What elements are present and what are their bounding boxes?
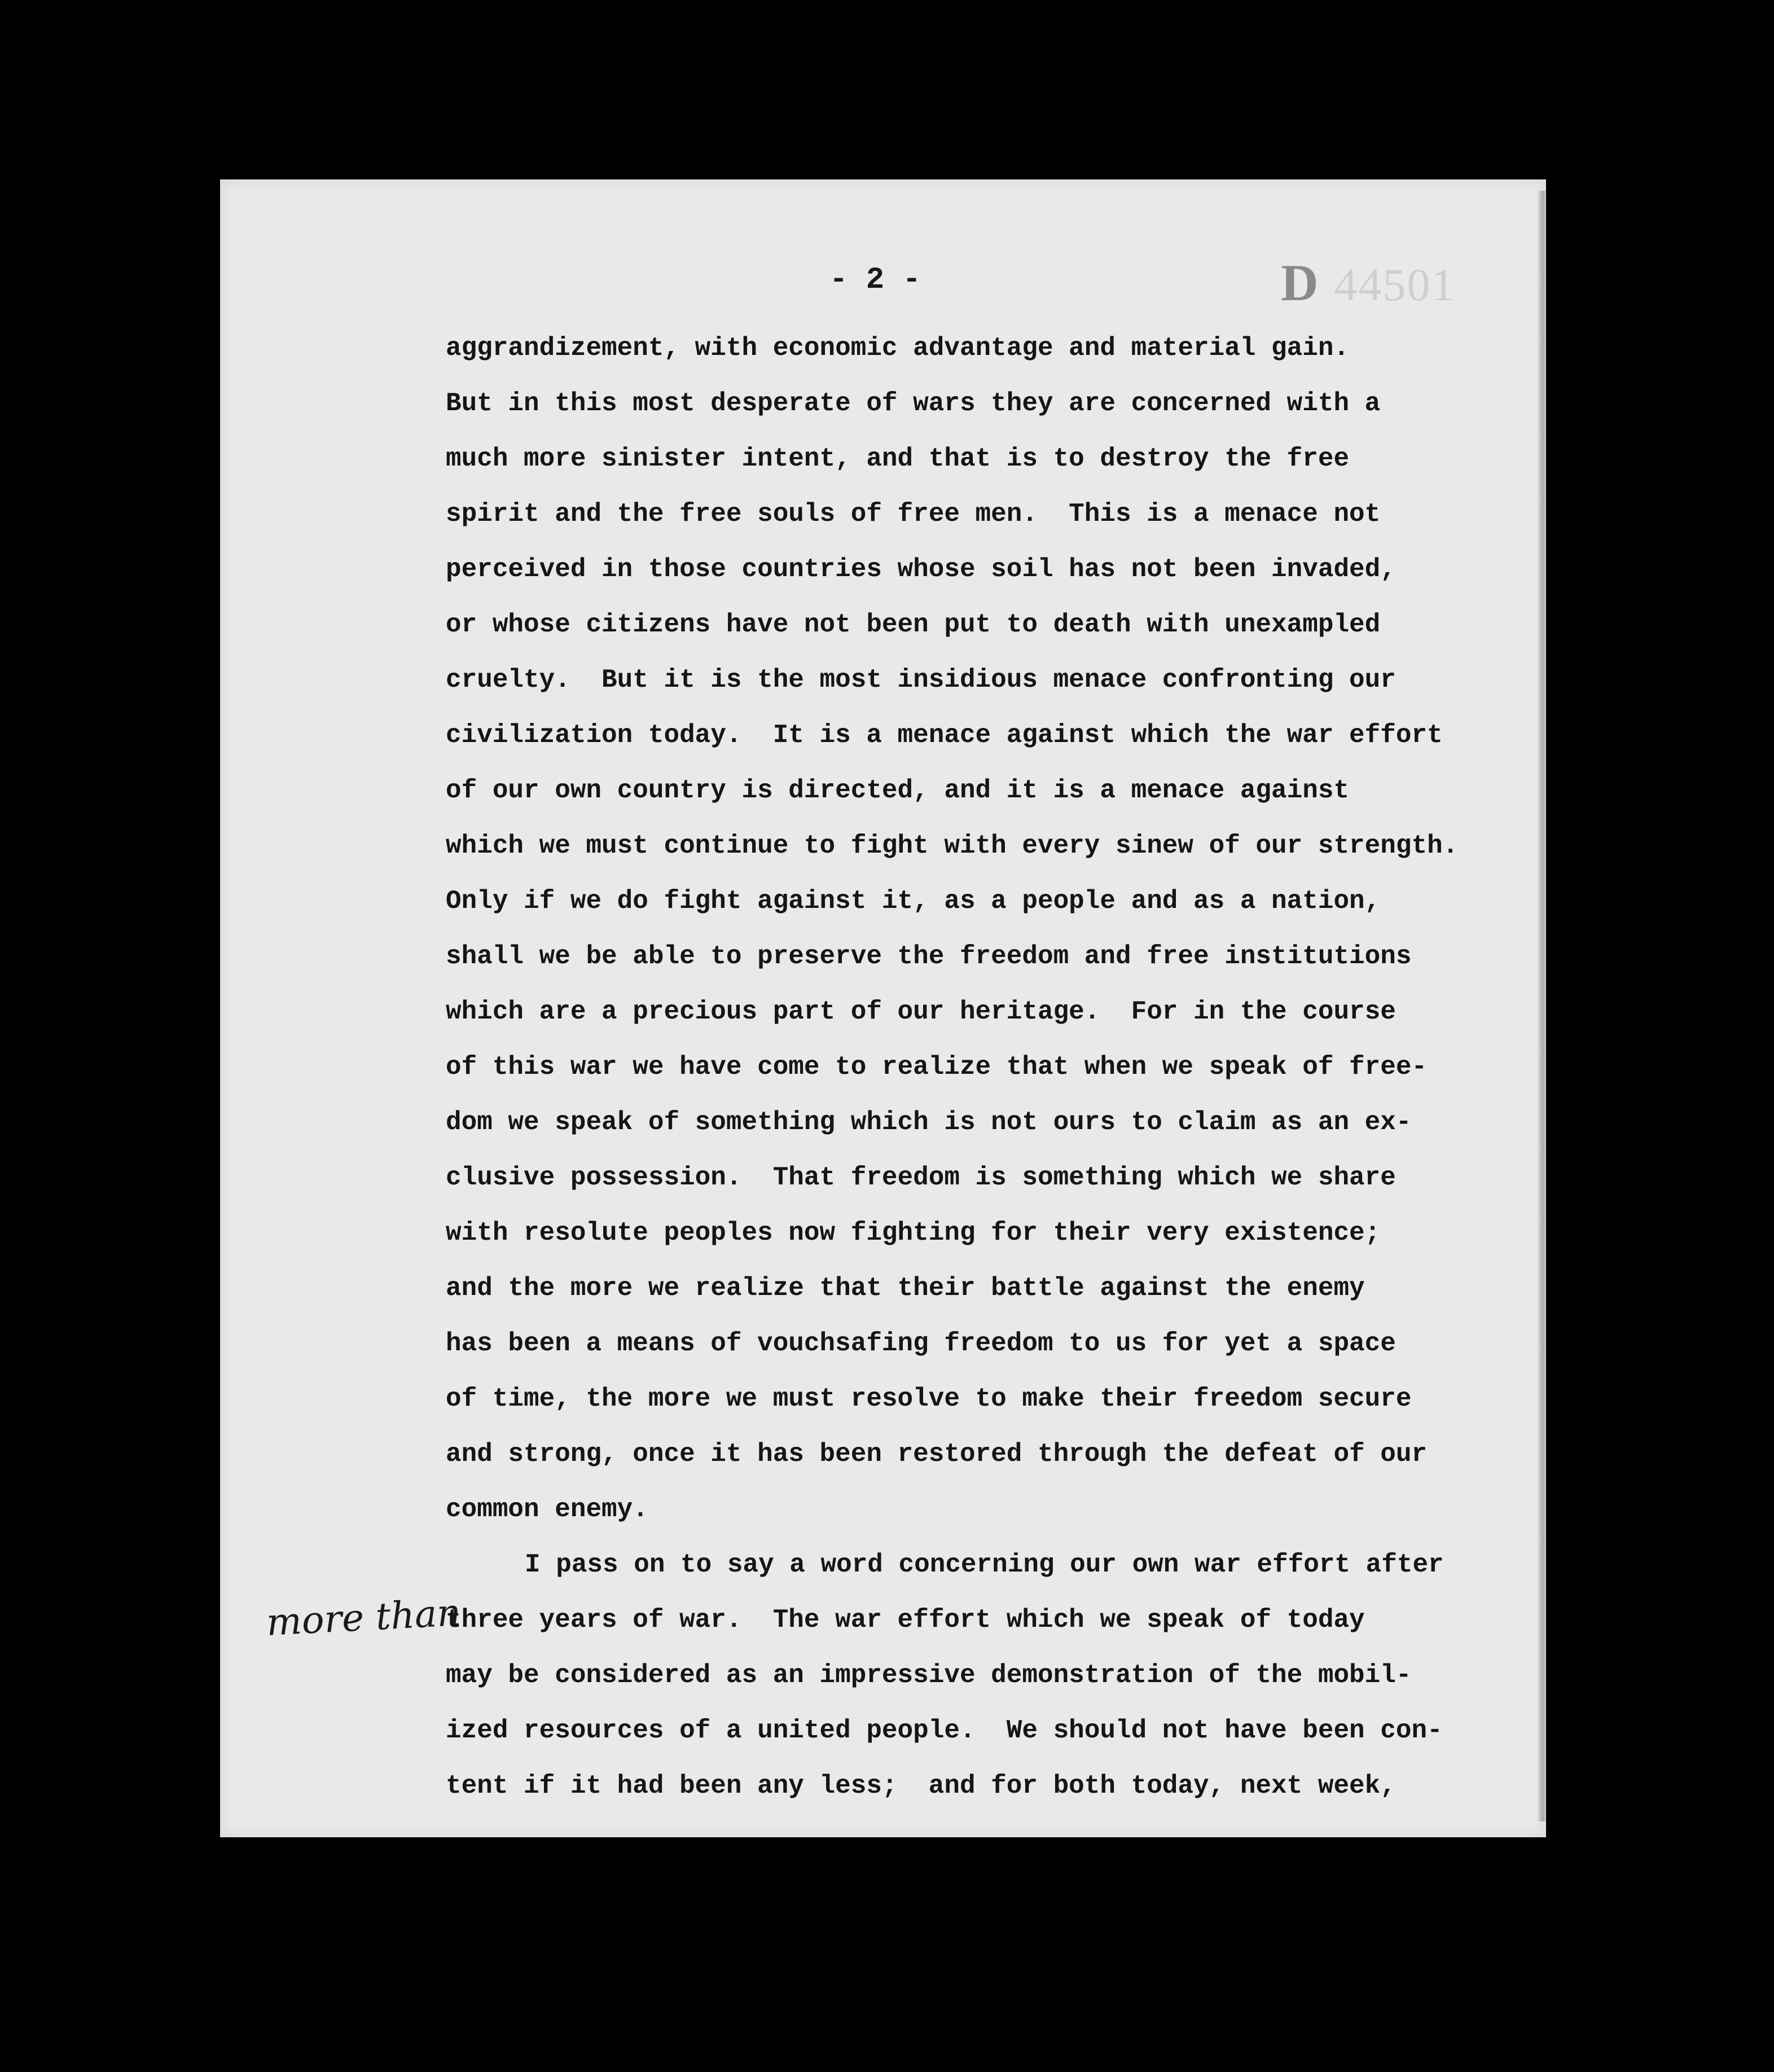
text-line: much more sinister intent, and that is to destroy the free: [446, 444, 1350, 473]
document-page: [220, 179, 1546, 1837]
text-line: cruelty. But it is the most insidious menace confronting our: [446, 665, 1396, 695]
text-line: perceived in those countries whose soil has not been invaded,: [446, 555, 1396, 584]
text-line: with resolute peoples now fighting for their very existence;: [446, 1218, 1381, 1248]
text-line: of our own country is directed, and it is a menace against: [446, 776, 1350, 805]
text-line: three years of war. The war effort which we speak of today: [446, 1605, 1365, 1635]
text-line: of this war we have come to realize that when we speak of free-: [446, 1052, 1428, 1082]
text-line: of time, the more we must resolve to make their freedom secure: [446, 1384, 1412, 1413]
page-edge-shadow: [1538, 191, 1546, 1821]
handwritten-insertion: more than: [265, 1591, 462, 1644]
text-line: tent if it had been any less; and for both today, next week,: [446, 1771, 1396, 1801]
text-line: ized resources of a united people. We should not have been con-: [446, 1716, 1443, 1745]
paragraph-first-line: I pass on to say a word concerning our own war effort after: [525, 1550, 1444, 1579]
stamp-letter: D: [1281, 254, 1319, 311]
text-line: dom we speak of something which is not ours to claim as an ex-: [446, 1108, 1412, 1137]
text-line: has been a means of vouchsafing freedom to us for yet a space: [446, 1329, 1396, 1358]
text-line: aggrandizement, with economic advantage and material gain.: [446, 333, 1350, 363]
text-line: which we must continue to fight with every sinew of our strength.: [446, 831, 1459, 861]
text-line: and strong, once it has been restored through the defeat of our: [446, 1439, 1428, 1469]
page-number: - 2 -: [829, 263, 921, 297]
document-stamp: [1281, 253, 1455, 313]
text-line: Only if we do fight against it, as a people and as a nation,: [446, 886, 1381, 916]
text-line: or whose citizens have not been put to death with unexampled: [446, 610, 1381, 639]
text-line: common enemy.: [446, 1495, 648, 1524]
text-line: clusive possession. That freedom is something which we share: [446, 1163, 1396, 1192]
typed-body-text: [446, 321, 1535, 1814]
text-line: spirit and the free souls of free men. This is a menace not: [446, 499, 1381, 529]
stamp-number: 44501: [1334, 259, 1456, 310]
text-line: which are a precious part of our heritage. For in the course: [446, 997, 1396, 1026]
text-line: civilization today. It is a menace against which the war effort: [446, 721, 1443, 750]
text-line: may be considered as an impressive demonstration of the mobil-: [446, 1661, 1412, 1690]
text-line: shall we be able to preserve the freedom and free institutions: [446, 942, 1412, 971]
text-line: and the more we realize that their battle against the enemy: [446, 1274, 1365, 1303]
text-line: But in this most desperate of wars they are concerned with a: [446, 389, 1381, 418]
